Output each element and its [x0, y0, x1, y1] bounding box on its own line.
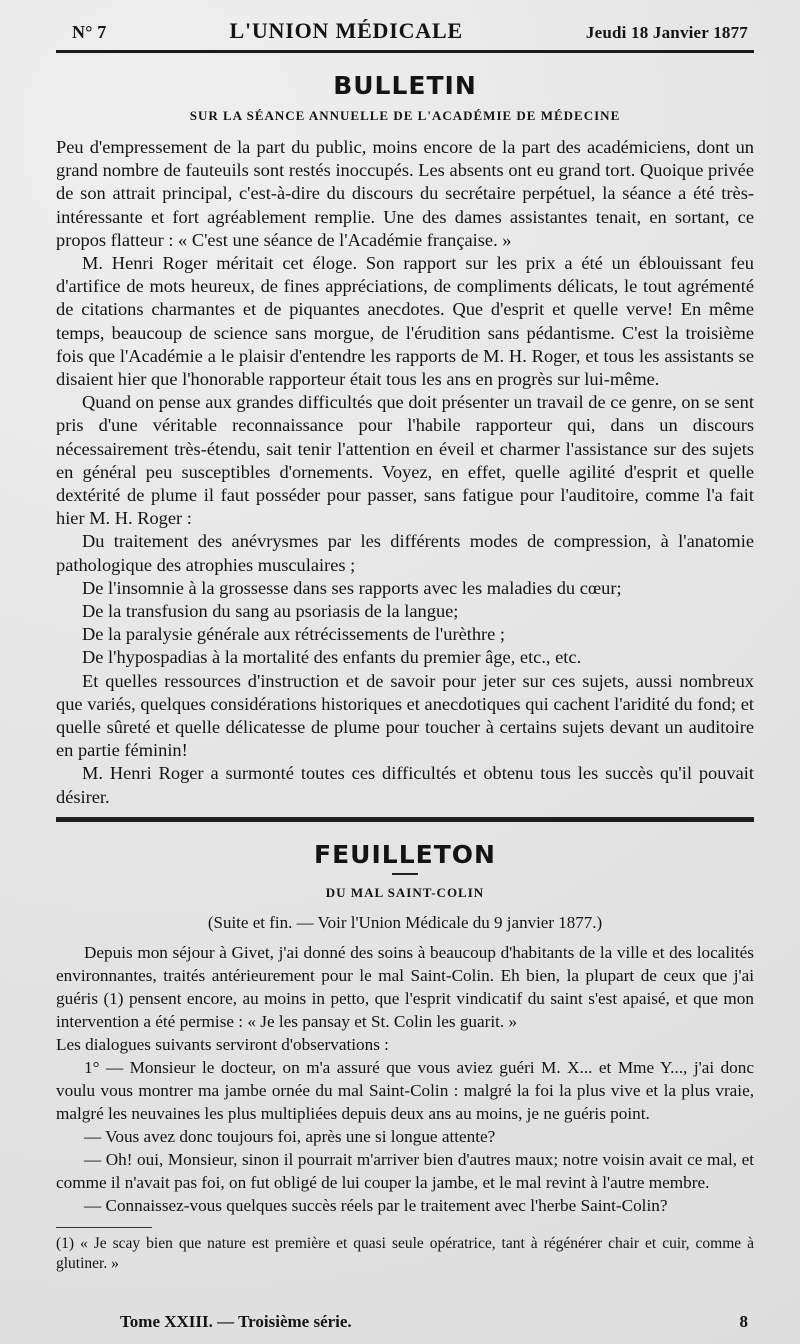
- footnote-text: (1) « Je scay bien que nature est première et quasi seule opératrice, tant à régénérer chair et cuir, comme à glutiner. »: [56, 1234, 754, 1272]
- feuilleton-heading: FEUILLETON: [314, 839, 496, 869]
- bulletin-list-item: Du traitement des anévrysmes par les différents modes de compression, à l'anatomie pathologique des atrophies musculaires ;: [56, 531, 754, 575]
- bulletin-paragraph: Peu d'empressement de la part du public, moins encore de la part des académiciens, dont un grand nombre de fauteuils sont restés inoccupés. Les absents ont eu grand tort. Quoique privée de son attrait principal, c'est-à-dire du discours du secrétaire perpétuel, la séance a été très-intéressante et fort agréablement remplie. Une des dames assistantes tenait, en sortant, ce propos flatteur : « C'est une séance de l'Académie française. »: [56, 137, 754, 250]
- feuilleton-paragraph: Depuis mon séjour à Givet, j'ai donné des soins à beaucoup d'habitants de la ville et des localités environnantes, traités antérieurement pour le mal Saint-Colin. Eh bien, la plupart de ceux que j'ai guéris (1) pensent encore, au moins in petto, que l'esprit vindicatif du saint s'est apaisé, et que mon intervention a été permise : « Je les pansay et St. Colin les guarit. »: [56, 942, 754, 1031]
- bulletin-list-item: De l'hypospadias à la mortalité des enfants du premier âge, etc., etc.: [82, 647, 582, 668]
- section-divider: [56, 817, 754, 822]
- bulletin-paragraph: Et quelles ressources d'instruction et de savoir pour jeter sur ces sujets, aussi nombreux que variés, quelques considérations historiques et anecdotiques qui cachent l'aridité du fond; et quelle sûreté et quelle délicatesse de plume pour toucher à certains sujets devant un auditoire en partie féminin!: [56, 670, 754, 761]
- bulletin-list-item: De la transfusion du sang au psoriasis de la langue;: [82, 601, 459, 622]
- dialogue-line: — Connaissez-vous quelques succès réels par le traitement avec l'herbe Saint-Colin?: [84, 1195, 668, 1215]
- continuation-note: (Suite et fin. — Voir l'Union Médicale du 9 janvier 1877.): [207, 912, 603, 932]
- page-footer: [56, 1300, 754, 1344]
- issue-date: Jeudi 18 Janvier 1877: [585, 23, 748, 42]
- page-number: 8: [739, 1312, 748, 1331]
- volume-label: Tome XXIII. — Troisième série.: [120, 1312, 352, 1331]
- issue-number: N° 7: [72, 22, 107, 42]
- dialogue-line: 1° — Monsieur le docteur, on m'a assuré que vous aviez guéri M. X... et Mme Y..., j'ai donc voulu vous montrer ma jambe ornée du mal Saint-Colin : malgré la foi la plus vive et la plus vraie, malgré les neuvaines les plus multipliées depuis deux ans au moins, je ne guéris point.: [56, 1057, 754, 1123]
- bulletin-paragraph: M. Henri Roger méritait cet éloge. Son rapport sur les prix a été un éblouissant feu d'artifice de mots heureux, de fines appréciations, de compliments délicats, le tout agrémenté de citations charmantes et de piquantes anecdotes. Que d'esprit et quelle verve! En même temps, beaucoup de science sans morgue, de l'érudition sans pédantisme. C'est la troisième fois que l'Académie a le plaisir d'entendre les rapports de M. H. Roger, et tous les assistants se disaient hier que l'honorable rapporteur était tous les ans en progrès sur lui-même.: [56, 253, 754, 390]
- bulletin-paragraph: M. Henri Roger a surmonté toutes ces difficultés et obtenu tous les succès qu'il pouvait désirer.: [56, 763, 754, 807]
- masthead: [56, 18, 754, 44]
- bulletin-section: [56, 71, 754, 809]
- bulletin-list-item: De la paralysie générale aux rétrécissements de l'urèthre ;: [82, 624, 506, 645]
- dialogue-line: — Vous avez donc toujours foi, après une si longue attente?: [84, 1126, 496, 1146]
- bulletin-list-item: De l'insomnie à la grossesse dans ses rapports avec les maladies du cœur;: [82, 577, 622, 598]
- heading-underline: [392, 873, 418, 875]
- feuilleton-section: [56, 840, 754, 1274]
- feuilleton-paragraph: Les dialogues suivants serviront d'observations :: [56, 1034, 389, 1054]
- dialogue-line: — Oh! oui, Monsieur, sinon il pourrait m'arriver bien d'autres maux; notre voisin avait ce mal, et comme il n'avait pas foi, on fut obligé de lui couper la jambe, et le mal revint à l'autre membre.: [56, 1149, 754, 1192]
- footnote: [56, 1234, 754, 1274]
- bulletin-subheading: SUR LA SÉANCE ANNUELLE DE L'ACADÉMIE DE MÉDECINE: [189, 108, 621, 123]
- masthead-rule: [56, 50, 754, 53]
- footnote-rule: [56, 1227, 152, 1228]
- bulletin-paragraph: Quand on pense aux grandes difficultés que doit présenter un travail de ce genre, on se sent pris d'une véritable reconnaissance pour l'habile rapporteur qui, dans un discours nécessairement très-étendu, sait tenir l'attention en éveil et charmer l'assistance sur des sujets en général peu susceptibles d'ornements. Voyez, en effet, quelle agilité d'esprit et quelle dextérité de plume il faut posséder pour passer, sans fatigue pour l'auditoire, comme l'a fait hier M. H. Roger :: [56, 392, 754, 529]
- feuilleton-subheading: DU MAL SAINT-COLIN: [325, 884, 485, 900]
- publication-title: L'UNION MÉDICALE: [229, 18, 463, 43]
- bulletin-heading: BULLETIN: [333, 71, 477, 100]
